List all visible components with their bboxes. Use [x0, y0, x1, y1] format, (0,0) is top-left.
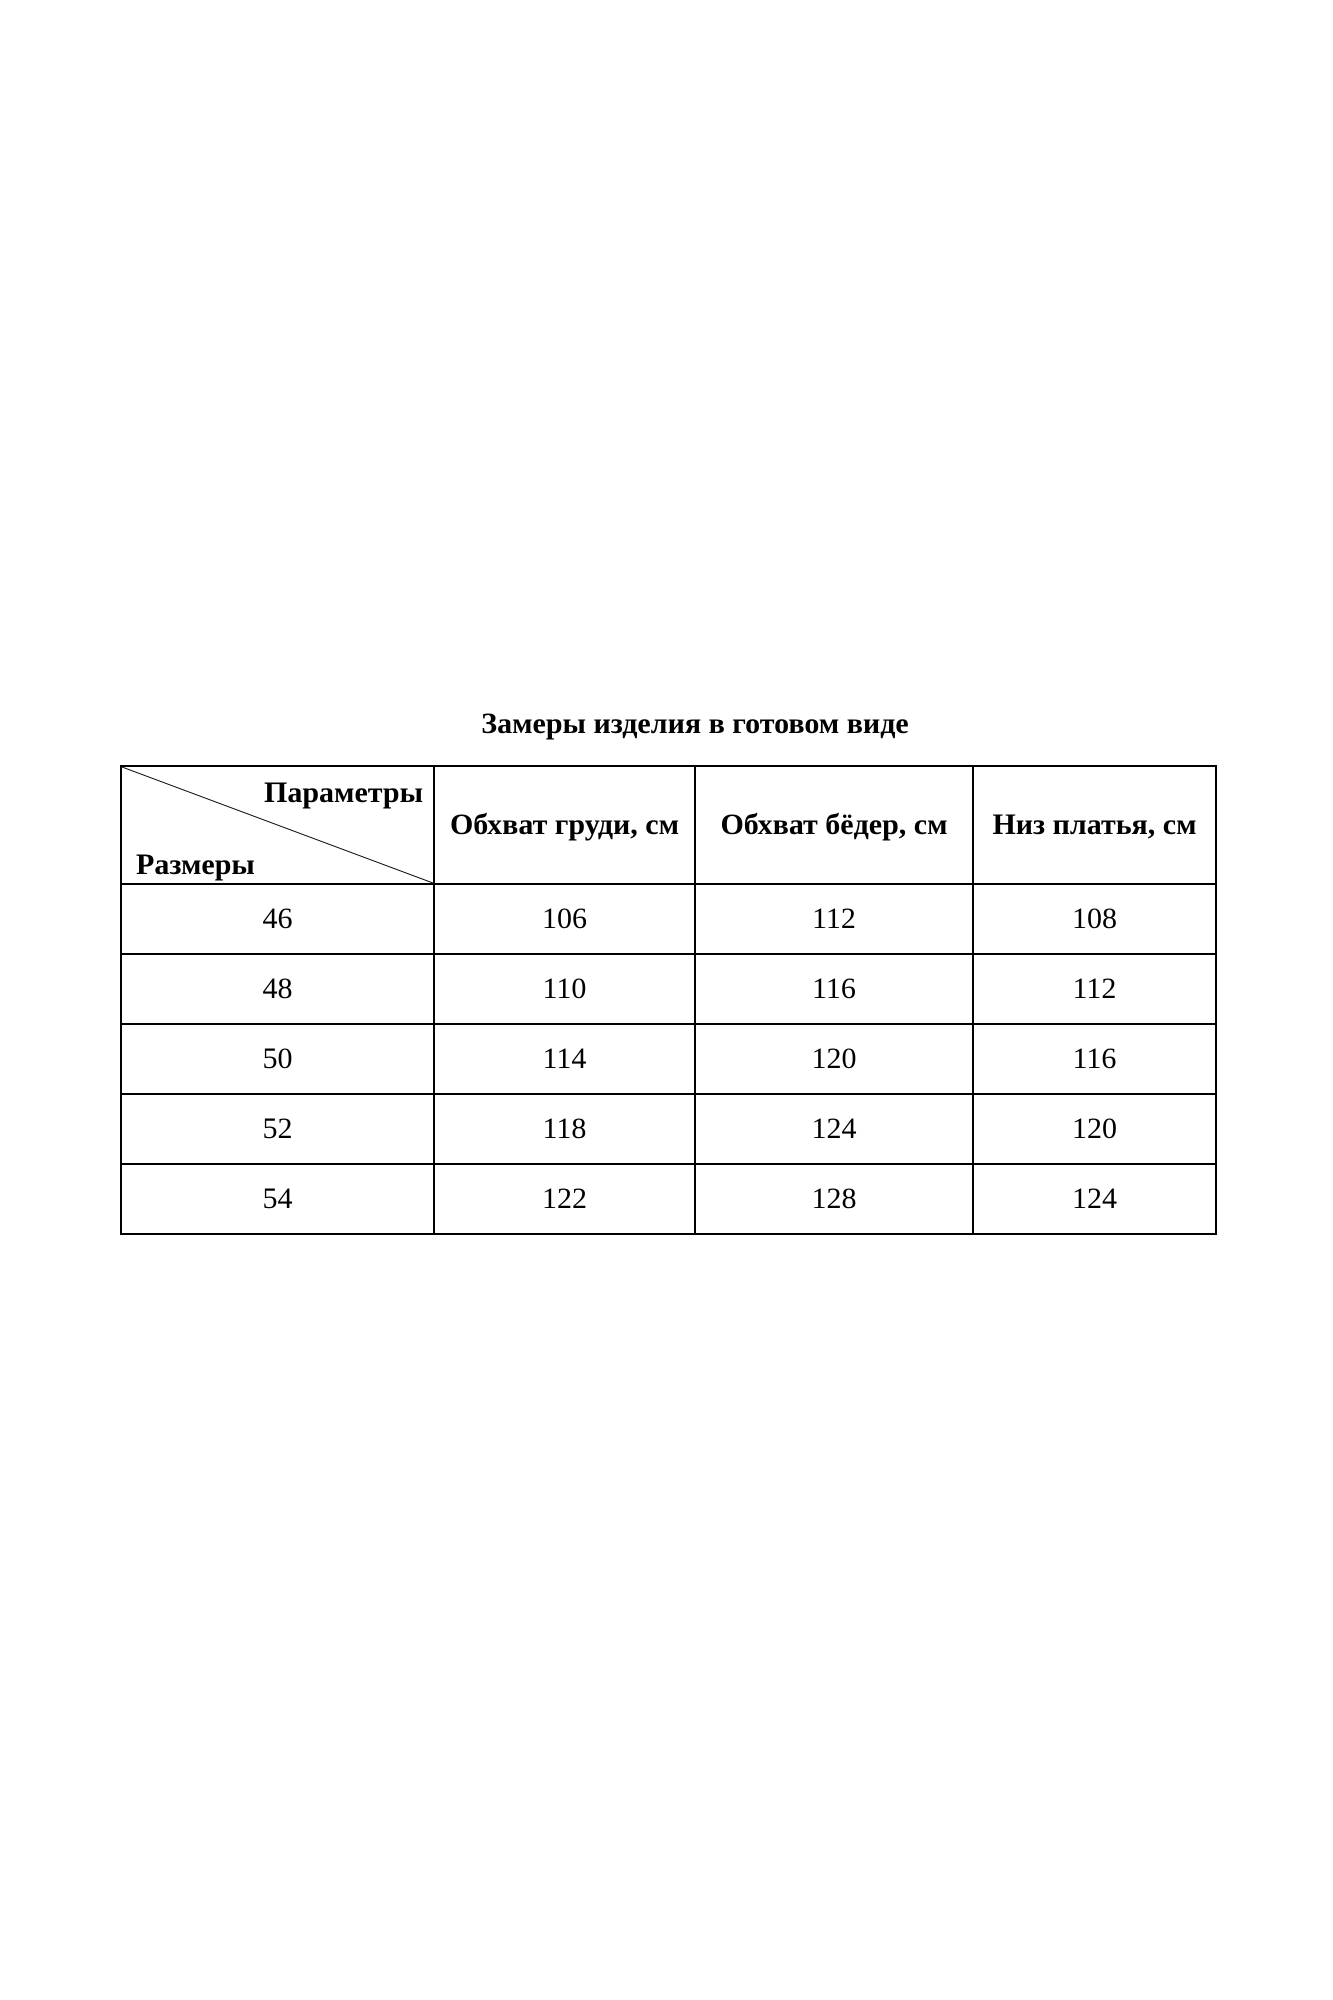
sizes-label: Размеры [136, 848, 255, 881]
size-table [120, 765, 1217, 1235]
hem-cell: 112 [973, 954, 1216, 1024]
hips-cell: 120 [695, 1024, 973, 1094]
chest-cell: 106 [434, 884, 695, 954]
size-cell: 46 [121, 884, 434, 954]
table-row [121, 954, 1216, 1024]
size-cell: 52 [121, 1094, 434, 1164]
corner-header-cell [121, 766, 434, 884]
hips-cell: 112 [695, 884, 973, 954]
hips-cell: 124 [695, 1094, 973, 1164]
column-header-chest: Обхват груди, см [434, 766, 695, 884]
size-cell: 50 [121, 1024, 434, 1094]
hips-cell: 128 [695, 1164, 973, 1234]
column-header-hem: Низ платья, см [973, 766, 1216, 884]
hem-cell: 124 [973, 1164, 1216, 1234]
chest-cell: 114 [434, 1024, 695, 1094]
hem-cell: 120 [973, 1094, 1216, 1164]
chest-cell: 122 [434, 1164, 695, 1234]
column-header-hips: Обхват бёдер, см [695, 766, 973, 884]
table-row [121, 884, 1216, 954]
page-title: Замеры изделия в готовом виде [481, 707, 909, 740]
chest-cell: 110 [434, 954, 695, 1024]
parameters-label: Параметры [264, 776, 423, 809]
hem-cell: 116 [973, 1024, 1216, 1094]
chest-cell: 118 [434, 1094, 695, 1164]
table-row [121, 1094, 1216, 1164]
size-cell: 54 [121, 1164, 434, 1234]
table-row [121, 1024, 1216, 1094]
table-header-row [121, 766, 1216, 884]
table-row [121, 1164, 1216, 1234]
hem-cell: 108 [973, 884, 1216, 954]
hips-cell: 116 [695, 954, 973, 1024]
size-cell: 48 [121, 954, 434, 1024]
